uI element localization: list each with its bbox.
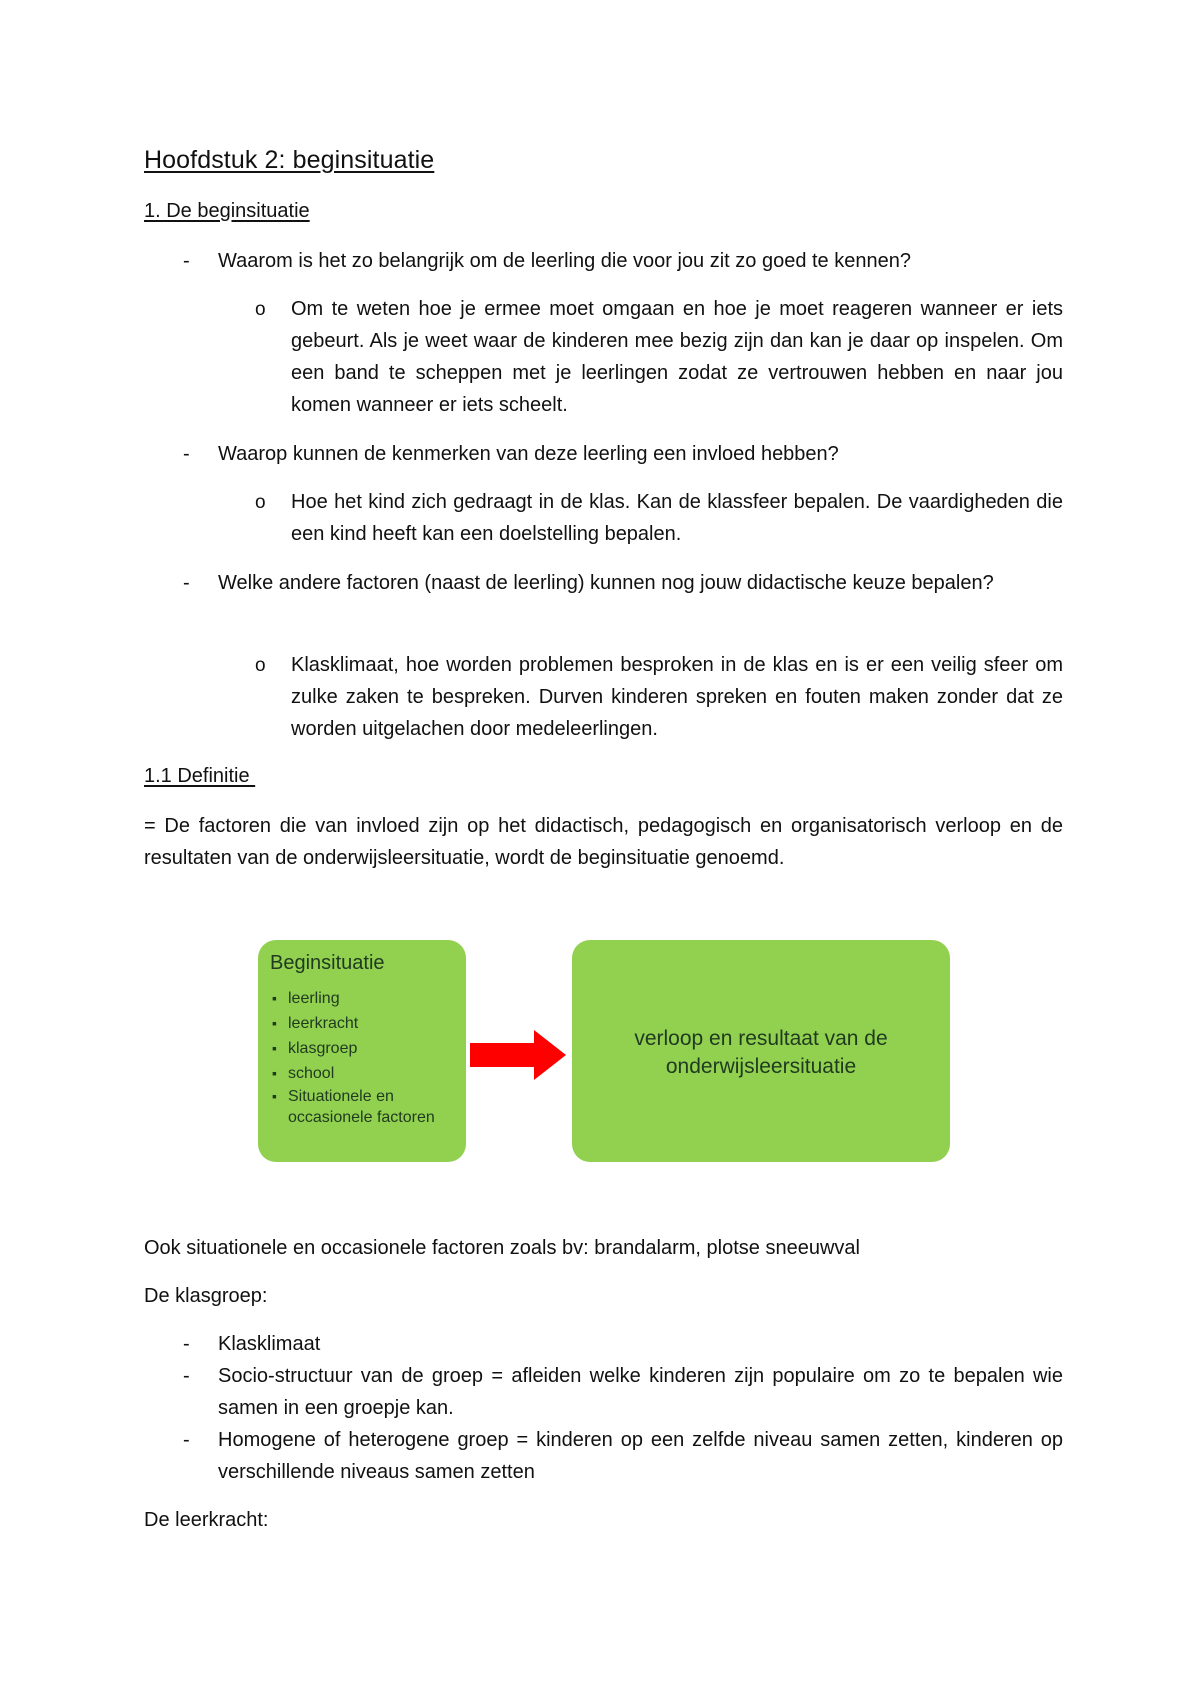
section-heading-beginsituatie: 1. De beginsituatie (144, 200, 310, 222)
leerkracht-label: De leerkracht: (144, 1509, 269, 1531)
question-2: Waarop kunnen de kenmerken van deze leerling een invloed hebben? (218, 443, 839, 465)
section-heading-definitie: 1.1 Definitie (144, 765, 256, 787)
answer-2: Hoe het kind zich gedraagt in de klas. Kan de klassfeer bepalen. De vaardigheden die een kind heeft kan een doelstelling bepalen. (291, 491, 1063, 545)
diagram-factor-item: ▪ leerkracht (272, 1011, 466, 1036)
diagram-factor-item: ▪ school (272, 1061, 466, 1086)
chapter-heading: Hoofdstuk 2: beginsituatie (144, 146, 435, 174)
diagram-result-text: verloop en resultaat van de onderwijsleersituatie (634, 1027, 888, 1078)
answer-3: Klasklimaat, hoe worden problemen besproken in de klas en is er een veilig sfeer om zulke zaken te bespreken. Durven kinderen spreken en fouten maken zonder dat ze worden uitgelachen door medeleerlingen. (291, 654, 1063, 740)
occasional-factors-text: Ook situationele en occasionele factoren zoals bv: brandalarm, plotse sneeuwval (144, 1237, 860, 1259)
diagram-box-beginsituatie (258, 940, 466, 1162)
klasgroep-item: Klasklimaat (218, 1333, 321, 1355)
dash-marker: - (183, 572, 190, 594)
diagram-box-title: Beginsituatie (270, 952, 385, 974)
circle-bullet: o (255, 299, 266, 320)
diagram-factor-item: ▪ leerling (272, 986, 466, 1011)
dash-marker: - (183, 250, 190, 272)
question-1: Waarom is het zo belangrijk om de leerling die voor jou zit zo goed te kennen? (218, 250, 911, 272)
diagram-factor-item: ▪ klasgroep (272, 1036, 466, 1061)
klasgroep-label: De klasgroep: (144, 1285, 268, 1307)
klasgroep-item: Socio-structuur van de groep = afleiden welke kinderen zijn populaire om zo te bepalen wie samen in een groepje kan. (218, 1365, 1063, 1419)
diagram-box-result (572, 940, 950, 1162)
circle-bullet: o (255, 655, 266, 676)
answer-1: Om te weten hoe je ermee moet omgaan en hoe je moet reageren wanneer er iets gebeurt. Als je weet waar de kinderen mee bezig zijn dan kan je daar op inspelen. Om een band te scheppen met je leerlingen zodat ze vertrouwen hebben en naar jou komen wanneer er iets scheelt. (291, 298, 1063, 416)
dash-marker: - (183, 1333, 190, 1355)
klasgroep-item: Homogene of heterogene groep = kinderen op een zelfde niveau samen zetten, kinderen op verschillende niveaus samen zetten (218, 1429, 1063, 1483)
definition-text: = De factoren die van invloed zijn op het didactisch, pedagogisch en organisatorisch verloop en de resultaten van de onderwijsleersituatie, wordt de beginsituatie genoemd. (144, 815, 1063, 869)
dash-marker: - (183, 443, 190, 465)
diagram-factor-list (272, 986, 466, 1128)
question-3: Welke andere factoren (naast de leerling) kunnen nog jouw didactische keuze bepalen? (218, 572, 994, 594)
dash-marker: - (183, 1429, 190, 1451)
circle-bullet: o (255, 492, 266, 513)
right-arrow-icon (470, 1030, 566, 1080)
dash-marker: - (183, 1365, 190, 1387)
diagram-factor-item: ▪ Situationele en occasionele factoren (272, 1086, 466, 1128)
